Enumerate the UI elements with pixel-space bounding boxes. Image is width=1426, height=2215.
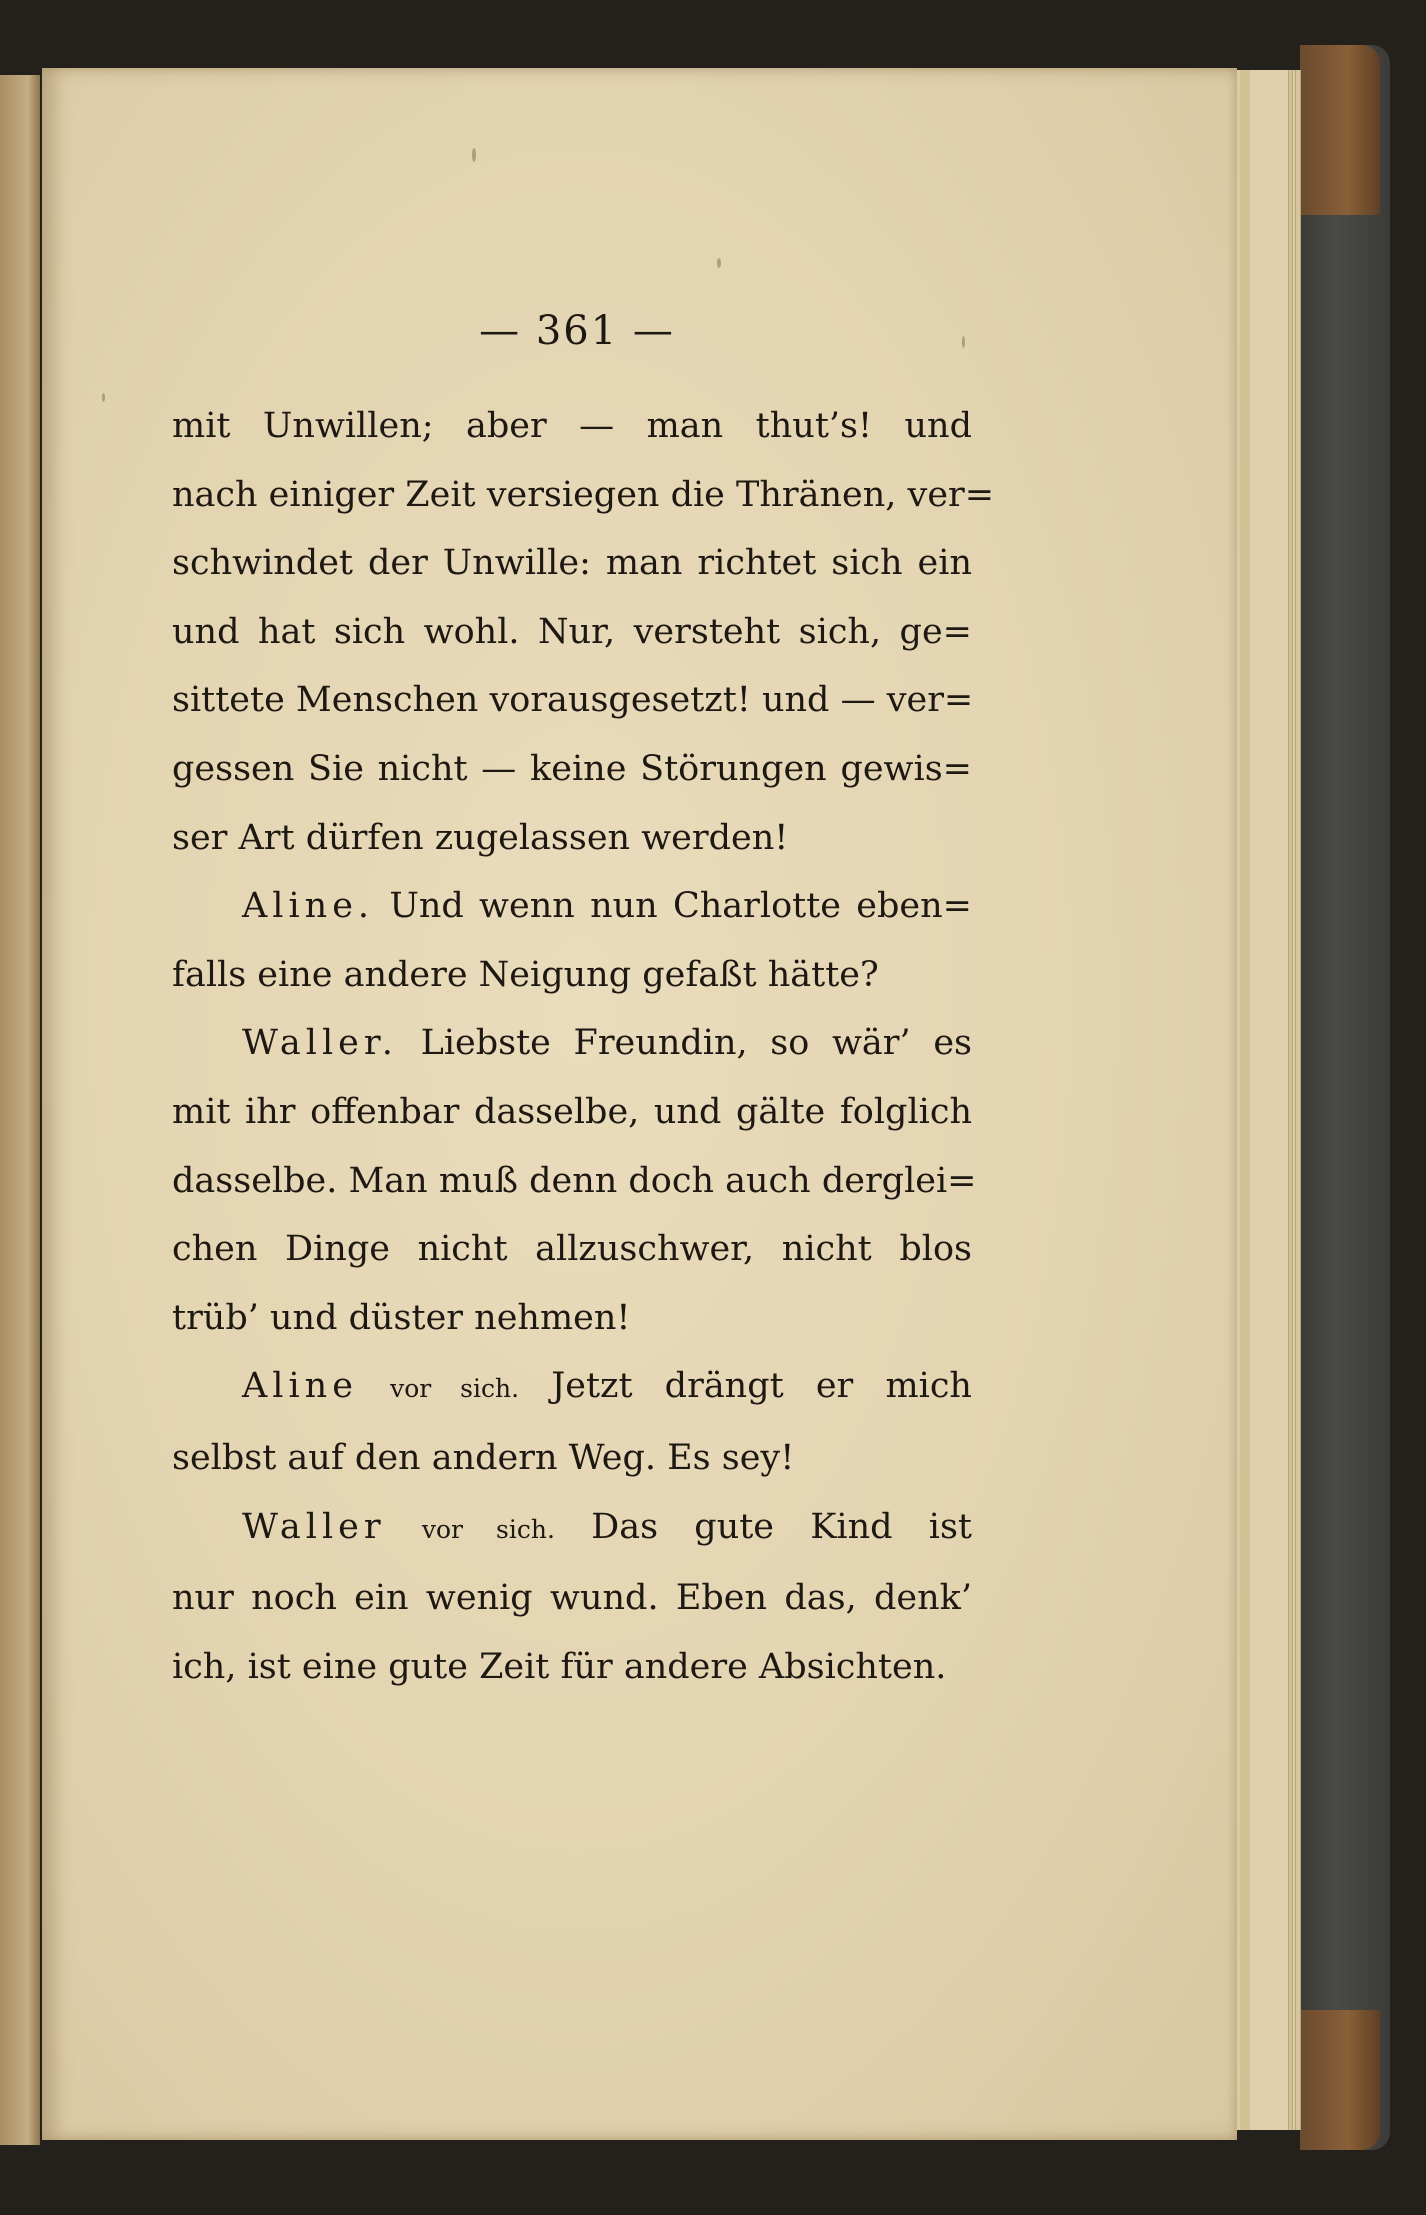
stage-direction: vor sich.	[421, 1514, 555, 1544]
text-line: selbst auf den andern Weg. Es sey!	[172, 1437, 795, 1478]
text-line: dasselbe. Man muß denn doch auch derglei=	[172, 1160, 977, 1201]
leather-corner-bottom	[1300, 2010, 1380, 2150]
text-line	[172, 1493, 972, 1565]
speech-text: Jetzt drängt er mich	[551, 1366, 972, 1407]
text-line: trüb’ und düster nehmen!	[172, 1297, 631, 1338]
text-line: schwindet der Unwille: man richtet sich ein	[172, 543, 972, 584]
previous-page-edge	[0, 75, 40, 2145]
text-line: chen Dinge nicht allzuschwer, nicht blos	[172, 1229, 972, 1270]
leather-corner-top	[1300, 45, 1380, 215]
page-number: — 361 —	[479, 308, 675, 354]
speaker-name: Waller.	[242, 1023, 398, 1064]
text-lines	[172, 392, 995, 1701]
page-text	[172, 308, 995, 1701]
text-line: gessen Sie nicht — keine Störungen gewis=	[172, 748, 972, 789]
speech-text: Liebste Freundin, so wär’ es	[420, 1023, 972, 1064]
text-line: falls eine andere Neigung gefaßt hätte?	[172, 954, 879, 995]
speech-text: Das gute Kind ist	[591, 1506, 972, 1547]
text-line	[172, 1009, 972, 1078]
text-line: sittete Menschen vorausgesetzt! und — ver=	[172, 680, 974, 721]
text-line	[172, 872, 972, 941]
paper-speck	[472, 148, 476, 162]
text-line: und hat sich wohl. Nur, versteht sich, ge=	[172, 611, 972, 652]
text-line: ser Art dürfen zugelassen werden!	[172, 817, 789, 858]
text-line: ich, ist eine gute Zeit für andere Absichten.	[172, 1646, 947, 1687]
text-line	[172, 1352, 972, 1424]
text-line: nach einiger Zeit versiegen die Thränen, ver=	[172, 474, 995, 515]
speaker-name: Waller	[242, 1506, 386, 1547]
text-line: mit ihr offenbar dasselbe, und gälte folglich	[172, 1091, 972, 1132]
speaker-name: Aline	[242, 1366, 358, 1407]
text-line: nur noch ein wenig wund. Eben das, denk’	[172, 1578, 972, 1619]
speech-text: Und wenn nun Charlotte eben=	[389, 886, 972, 927]
paper-speck	[717, 258, 721, 268]
speaker-name: Aline.	[242, 886, 375, 927]
paper-speck	[102, 393, 105, 402]
book-page	[42, 68, 1237, 2140]
book-cover-right	[1300, 45, 1390, 2150]
text-line: mit Unwillen; aber — man thut’s! und	[172, 406, 972, 446]
page-edge	[1250, 70, 1289, 2130]
stage-direction: vor sich.	[390, 1374, 520, 1404]
